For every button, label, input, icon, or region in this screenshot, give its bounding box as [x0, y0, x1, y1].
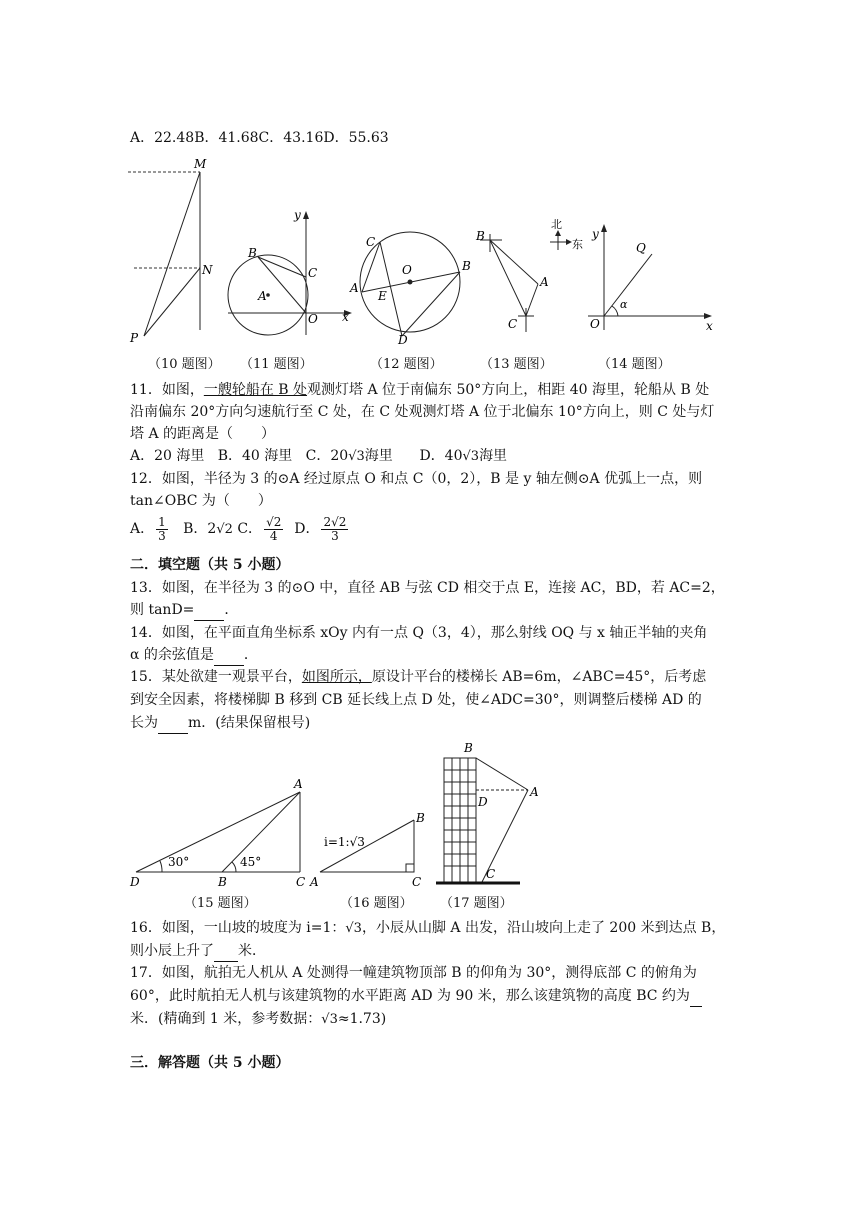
- q17-line2: 60°，此时航拍无人机与该建筑物的水平距离 AD 为 90 米，那么该建筑物的高度 BC 约为: [130, 986, 702, 1007]
- figure-11: [228, 205, 358, 345]
- q16-line1: 16．如图，一山坡的坡度为 i=1：√3，小辰从山脚 A 出发，沿山坡向上走了 200 米到达点 B，: [130, 920, 726, 936]
- q15-line1: 15．某处欲建一观景平台，如图所示，原设计平台的楼梯长 AB=6m，∠ABC=45°，后考虑: [130, 669, 707, 685]
- figure-14: [580, 218, 720, 336]
- figure-17: [430, 738, 550, 888]
- label-y: y: [592, 227, 599, 241]
- fraction-2root2-over-3: $\frac{2√2}{3}$: [323, 514, 347, 543]
- figure-16: [308, 808, 432, 890]
- fraction-root2-over-4: $\frac{√2}{4}$: [266, 514, 282, 543]
- label-alpha: α: [620, 298, 628, 311]
- caption-fig11: （11 题图）: [240, 357, 313, 372]
- q17-line3: 米．(精确到 1 米，参考数据：√3≈1.73): [130, 1011, 387, 1027]
- label-o: O: [308, 312, 318, 326]
- section-answer-heading: 三．解答题（共 5 小题）: [130, 1055, 290, 1071]
- q11-option-c: C．20√3海里: [305, 448, 393, 464]
- label-30-degrees: 30°: [168, 855, 190, 869]
- caption-fig15: （15 题图）: [184, 896, 257, 911]
- caption-fig12: （12 题图）: [370, 357, 443, 372]
- label-c: C: [486, 867, 496, 881]
- q14-line1: 14．如图，在平面直角坐标系 xOy 内有一点 Q（3，4），那么射线 OQ 与 x 轴正半轴的夹角: [130, 625, 708, 641]
- q12-option-c: C．: [237, 521, 263, 537]
- label-y: y: [294, 208, 301, 222]
- figure-15: [128, 772, 328, 890]
- q11-options: [130, 446, 507, 467]
- q11-option-a: A．20 海里: [130, 448, 205, 464]
- label-a: A: [350, 281, 359, 295]
- label-o: O: [590, 317, 600, 331]
- label-b: B: [464, 741, 473, 755]
- q12-option-b: B．2√2: [183, 521, 233, 537]
- label-b: B: [476, 229, 485, 243]
- label-c: C: [508, 317, 518, 331]
- label-x: x: [706, 319, 713, 333]
- caption-fig10: （10 题图）: [148, 357, 221, 372]
- fraction-one-third: $\frac{1}{3}$: [158, 514, 166, 543]
- label-q: Q: [636, 241, 646, 255]
- q11-line3: 塔 A 的距离是（ ）: [130, 426, 276, 442]
- q13-line1: 13．如图，在半径为 3 的⊙O 中，直径 AB 与弦 CD 相交于点 E，连接 AC，BD，若 AC=2，: [130, 580, 725, 596]
- q11-line2: 沿南偏东 20°方向匀速航行至 C 处，在 C 处观测灯塔 A 位于北偏东 10°方向上，则 C 处与灯: [130, 404, 715, 420]
- label-d: D: [478, 795, 488, 809]
- label-b: B: [416, 811, 425, 825]
- q15-line2: 到安全因素，将楼梯脚 B 移到 CB 延长线上点 D 处，使∠ADC=30°，则调整后楼梯 AD 的: [130, 692, 702, 708]
- q15-line3: 长为 m．(结果保留根号): [130, 713, 310, 734]
- q12-option-a: A．: [130, 521, 155, 537]
- label-a: A: [258, 289, 267, 303]
- caption-fig14: （14 题图）: [598, 357, 671, 372]
- q11-line1: 11．如图，一艘轮船在 B 处观测灯塔 A 位于南偏东 50°方向上，相距 40 海里，轮船从 B 处: [130, 382, 710, 398]
- label-a: A: [540, 275, 549, 289]
- q11-option-d: D．40√3海里: [419, 448, 508, 464]
- label-m: M: [194, 157, 207, 171]
- q11-option-b: B．40 海里: [217, 448, 293, 464]
- label-north: 北: [551, 218, 562, 231]
- q12-options: [130, 514, 350, 545]
- caption-fig17: （17 题图）: [440, 896, 513, 911]
- label-c: C: [412, 875, 422, 889]
- label-east: 东: [572, 238, 583, 251]
- q13-line2: 则 tanD= ．: [130, 600, 238, 621]
- label-d: D: [130, 875, 140, 889]
- label-b: B: [248, 246, 257, 260]
- label-c: C: [296, 875, 306, 889]
- label-a: A: [530, 785, 539, 799]
- label-o: O: [402, 263, 412, 277]
- figure-12: [348, 230, 478, 345]
- label-b: B: [218, 875, 227, 889]
- label-a: A: [310, 875, 319, 889]
- q17-line1: 17．如图，航拍无人机从 A 处测得一幢建筑物顶部 B 的仰角为 30°，测得底部 C 的俯角为: [130, 965, 697, 981]
- label-45-degrees: 45°: [240, 855, 262, 869]
- figure-10: [128, 158, 218, 343]
- label-d: D: [398, 333, 408, 347]
- label-b: B: [462, 259, 471, 273]
- label-n: N: [202, 263, 213, 277]
- label-p: P: [130, 331, 139, 345]
- q12-line1: 12．如图，半径为 3 的⊙A 经过原点 O 和点 C（0，2），B 是 y 轴左侧⊙A 优弧上一点，则: [130, 471, 703, 487]
- q10-options: A．22.48B．41.68C．43.16D．55.63: [130, 130, 389, 146]
- slope-label: i=1:√3: [324, 835, 365, 849]
- label-a: A: [294, 777, 303, 791]
- caption-fig13: （13 题图）: [480, 357, 553, 372]
- q12-option-d: D．: [294, 521, 320, 537]
- caption-fig16: （16 题图）: [340, 896, 413, 911]
- q16-line2: 则小辰上升了 米．: [130, 941, 266, 962]
- q12-line2: tan∠OBC 为（ ）: [130, 493, 272, 509]
- q14-line2: α 的余弦值是 ．: [130, 645, 258, 666]
- label-c: C: [308, 266, 318, 280]
- label-x: x: [342, 310, 349, 324]
- section-fill-in-heading: 二．填空题（共 5 小题）: [130, 557, 290, 573]
- figure-13: [472, 212, 592, 342]
- label-e: E: [378, 289, 387, 303]
- label-c: C: [366, 235, 376, 249]
